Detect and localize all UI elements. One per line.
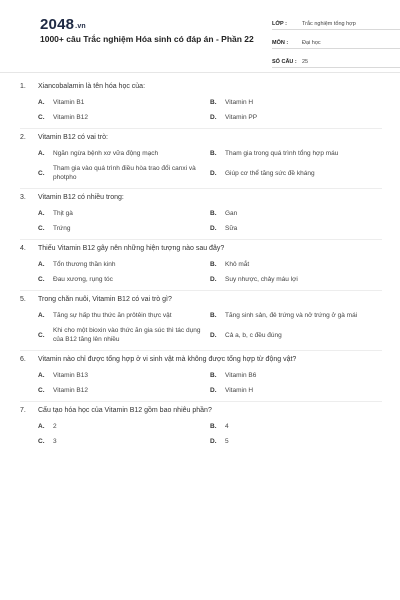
option-letter: A. — [38, 150, 45, 157]
option-text: Cả a, b, c đều đúng — [225, 331, 282, 339]
answer-option[interactable] — [210, 224, 382, 233]
option-text: Tổn thương thần kinh — [53, 261, 116, 268]
option-text: Đau xương, rụng tóc — [53, 276, 113, 283]
option-letter: C. — [38, 114, 45, 121]
question-list — [20, 78, 382, 452]
option-text: Vitamin PP — [225, 114, 258, 121]
option-text: Vitamin B12 — [53, 387, 88, 394]
answer-option[interactable] — [210, 260, 382, 269]
answer-option[interactable] — [38, 260, 210, 269]
option-letter: B. — [210, 210, 217, 217]
question-item — [20, 351, 382, 402]
option-letter: B. — [210, 261, 217, 268]
answer-option[interactable] — [210, 371, 382, 380]
option-letter: A. — [38, 210, 45, 217]
option-text: Ngăn ngừa bệnh xơ vữa động mạch — [53, 150, 159, 157]
option-text: Thịt gà — [53, 210, 73, 217]
option-letter: D. — [210, 114, 217, 121]
question-stem: Vitamin nào chỉ được tổng hợp ở vi sinh vật mà không được tổng hợp từ động vật? — [38, 356, 297, 363]
question-stem: Vitamin B12 có vai trò: — [38, 134, 108, 141]
site-logo[interactable] — [40, 16, 86, 33]
question-text — [20, 295, 382, 305]
quiz-meta — [272, 14, 400, 71]
answer-option[interactable] — [210, 149, 382, 158]
option-text: Giúp cơ thể tăng sức đề kháng — [225, 169, 315, 177]
answer-options — [20, 311, 382, 344]
question-item — [20, 129, 382, 189]
option-text: Sữa — [225, 225, 238, 232]
question-stem: Thiếu Vitamin B12 gây nên những hiện tượng nào sau đây? — [38, 245, 225, 252]
answer-option[interactable] — [210, 386, 382, 395]
answer-option[interactable] — [210, 422, 382, 431]
option-letter: D. — [210, 331, 217, 339]
meta-value: Đại học — [302, 40, 321, 46]
answer-option[interactable] — [38, 113, 210, 122]
answer-options — [20, 422, 382, 446]
question-number: 5. — [20, 296, 26, 303]
answer-option[interactable] — [38, 164, 210, 182]
option-text: Tham gia vào quá trình điều hòa trao đổi canxi và photpho — [53, 165, 196, 181]
option-letter: B. — [210, 99, 217, 106]
answer-option[interactable] — [210, 113, 382, 122]
option-letter: C. — [38, 438, 45, 445]
question-item — [20, 291, 382, 351]
answer-option[interactable] — [38, 422, 210, 431]
question-number: 7. — [20, 407, 26, 414]
question-text — [20, 193, 382, 203]
option-text: Suy nhược, chảy máu lợi — [225, 276, 298, 283]
answer-option[interactable] — [210, 98, 382, 107]
question-number: 3. — [20, 194, 26, 201]
option-text: Khô mắt — [225, 261, 250, 268]
option-letter: D. — [210, 276, 217, 283]
answer-option[interactable] — [210, 209, 382, 218]
answer-option[interactable] — [210, 326, 382, 344]
option-letter: D. — [210, 225, 217, 232]
meta-value: 25 — [302, 59, 309, 65]
question-text — [20, 355, 382, 365]
option-text: Gan — [225, 210, 238, 217]
option-text: Tham gia trong quá trình tổng hợp máu — [225, 150, 339, 157]
meta-row-subject — [272, 33, 400, 49]
question-text — [20, 82, 382, 92]
option-letter: A. — [38, 312, 45, 319]
option-text: 3 — [53, 438, 57, 445]
answer-option[interactable] — [38, 224, 210, 233]
answer-option[interactable] — [38, 149, 210, 158]
option-letter: D. — [210, 169, 217, 177]
option-text: Vitamin B6 — [225, 372, 257, 379]
option-text: Vitamin H — [225, 99, 254, 106]
option-letter: B. — [210, 423, 217, 430]
option-text: Vitamin H — [225, 387, 254, 394]
question-item — [20, 78, 382, 129]
question-stem: Vitamin B12 có nhiều trong: — [38, 194, 124, 201]
answer-option[interactable] — [38, 311, 210, 320]
meta-label: SỐ CÂU : — [272, 59, 297, 65]
option-letter: C. — [38, 276, 45, 283]
option-letter: B. — [210, 150, 217, 157]
header-divider — [0, 72, 400, 73]
answer-options — [20, 98, 382, 122]
answer-options — [20, 149, 382, 182]
meta-label: LỚP : — [272, 21, 287, 27]
question-stem: Trong chăn nuôi, Vitamin B12 có vai trò gì? — [38, 296, 172, 303]
meta-value: Trắc nghiệm tổng hợp — [302, 21, 356, 27]
option-text: Vitamin B1 — [53, 99, 85, 106]
answer-option[interactable] — [210, 275, 382, 284]
page-title: 1000+ câu Trắc nghiệm Hóa sinh có đáp án - Phần 22 — [40, 34, 254, 44]
question-item — [20, 189, 382, 240]
option-letter: A. — [38, 261, 45, 268]
meta-row-class — [272, 14, 400, 30]
option-letter: B. — [210, 372, 217, 379]
answer-option[interactable] — [38, 326, 210, 344]
question-item — [20, 240, 382, 291]
option-letter: D. — [210, 387, 217, 394]
option-letter: C. — [38, 225, 45, 232]
question-stem: Cấu tạo hóa học của Vitamin B12 gồm bao nhiêu phần? — [38, 407, 212, 414]
option-text: Trứng — [53, 225, 71, 232]
answer-options — [20, 371, 382, 395]
logo-domain: .vn — [75, 23, 86, 30]
option-text: Tăng sự hấp thu thức ăn prôtêin thực vật — [53, 312, 172, 319]
question-item — [20, 402, 382, 452]
meta-label: MÔN : — [272, 40, 289, 46]
question-stem: Xiancobalamin là tên hóa học của: — [38, 83, 146, 90]
option-letter: D. — [210, 438, 217, 445]
option-letter: A. — [38, 372, 45, 379]
question-number: 1. — [20, 83, 26, 90]
answer-option[interactable] — [210, 164, 382, 182]
option-letter: B. — [210, 312, 217, 319]
answer-option[interactable] — [38, 98, 210, 107]
option-letter: C. — [38, 387, 45, 394]
answer-option[interactable] — [210, 311, 382, 320]
question-text — [20, 406, 382, 416]
option-letter: A. — [38, 423, 45, 430]
question-number: 6. — [20, 356, 26, 363]
page-header — [20, 0, 380, 68]
option-letter: C. — [38, 169, 45, 177]
option-letter: A. — [38, 99, 45, 106]
option-letter: C. — [38, 331, 45, 339]
option-text: Vitamin B12 — [53, 114, 88, 121]
answer-option[interactable] — [38, 386, 210, 395]
answer-options — [20, 209, 382, 233]
question-number: 2. — [20, 134, 26, 141]
meta-row-count — [272, 52, 400, 68]
question-text — [20, 244, 382, 254]
question-number: 4. — [20, 245, 26, 252]
answer-option[interactable] — [38, 371, 210, 380]
answer-option[interactable] — [210, 437, 382, 446]
answer-option[interactable] — [38, 275, 210, 284]
option-text: 5 — [225, 438, 229, 445]
answer-options — [20, 260, 382, 284]
option-text: 4 — [225, 423, 229, 430]
answer-option[interactable] — [38, 437, 210, 446]
option-text: Tăng sinh sản, đẻ trứng và nở trứng ở gà mái — [225, 312, 358, 319]
option-text: Khi cho một bioxin vào thức ăn gia súc thì tác dụng của B12 tăng lên nhiều — [53, 327, 201, 343]
option-text: Vitamin B13 — [53, 372, 88, 379]
question-text — [20, 133, 382, 143]
logo-text: 2048 — [40, 16, 75, 33]
answer-option[interactable] — [38, 209, 210, 218]
option-text: 2 — [53, 423, 57, 430]
